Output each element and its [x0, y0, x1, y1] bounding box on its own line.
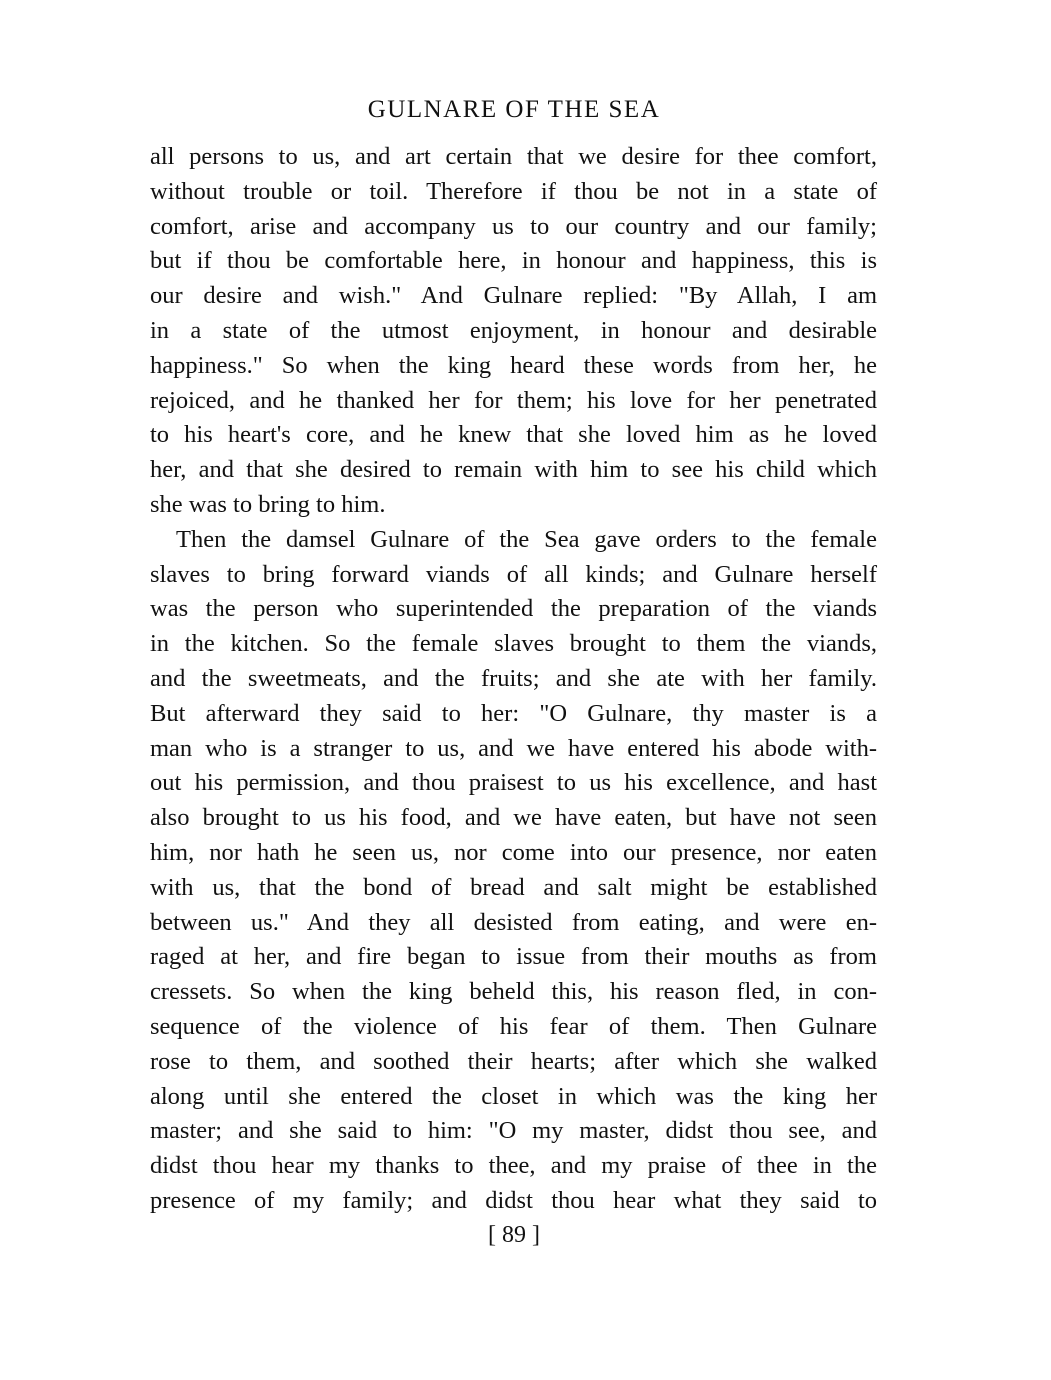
running-header: GULNARE OF THE SEA [367, 96, 661, 123]
page-body [150, 140, 877, 1219]
text-line: to his heart's core, and he knew that she loved him as he loved [150, 421, 877, 449]
text-line: was the person who superintended the preparation of the viands [150, 595, 877, 623]
text-line: with us, that the bond of bread and salt might be established [150, 873, 877, 901]
text-line: presence of my family; and didst thou hear what they said to [150, 1186, 877, 1214]
text-line: but if thou be comfortable here, in honour and happiness, this is [150, 247, 877, 275]
text-line: she was to bring to him. [150, 490, 386, 518]
paragraph [150, 523, 877, 1219]
text-line: didst thou hear my thanks to thee, and my praise of thee in the [150, 1152, 877, 1180]
text-line: raged at her, and fire began to issue from their mouths as from [150, 943, 877, 971]
text-line: rose to them, and soothed their hearts; after which she walked [150, 1047, 877, 1075]
text-line: between us." And they all desisted from eating, and were en- [150, 908, 877, 936]
text-line: without trouble or toil. Therefore if thou be not in a state of [150, 177, 877, 205]
text-line: and the sweetmeats, and the fruits; and she ate with her family. [150, 664, 877, 692]
text-line: happiness." So when the king heard these words from her, he [150, 351, 877, 379]
text-line: our desire and wish." And Gulnare replied: "By Allah, I am [150, 282, 877, 310]
text-line: along until she entered the closet in which was the king her [150, 1082, 877, 1110]
text-line: man who is a stranger to us, and we have entered his abode with- [150, 734, 877, 762]
text-line: rejoiced, and he thanked her for them; his love for her penetrated [150, 386, 877, 414]
text-line: But afterward they said to her: "O Gulnare, thy master is a [150, 699, 877, 727]
text-line: him, nor hath he seen us, nor come into our presence, nor eaten [150, 838, 877, 866]
text-line: sequence of the violence of his fear of them. Then Gulnare [150, 1012, 877, 1040]
page-number: [ 89 ] [488, 1222, 540, 1248]
text-line: out his permission, and thou praisest to us his excellence, and hast [150, 769, 877, 797]
text-line: also brought to us his food, and we have eaten, but have not seen [150, 804, 877, 832]
text-line: slaves to bring forward viands of all kinds; and Gulnare herself [150, 560, 877, 588]
text-line: all persons to us, and art certain that we desire for thee comfort, [150, 143, 877, 170]
text-line: her, and that she desired to remain with him to see his child which [150, 456, 877, 484]
text-line: Then the damsel Gulnare of the Sea gave orders to the female [176, 525, 877, 553]
text-line: in a state of the utmost enjoyment, in honour and desirable [150, 316, 877, 344]
text-line: cressets. So when the king beheld this, his reason fled, in con- [150, 978, 877, 1006]
text-line: in the kitchen. So the female slaves brought to them the viands, [150, 630, 877, 658]
paragraph [150, 140, 877, 523]
text-line: master; and she said to him: "O my master, didst thou see, and [150, 1117, 877, 1145]
text-line: comfort, arise and accompany us to our country and our family; [150, 212, 877, 240]
